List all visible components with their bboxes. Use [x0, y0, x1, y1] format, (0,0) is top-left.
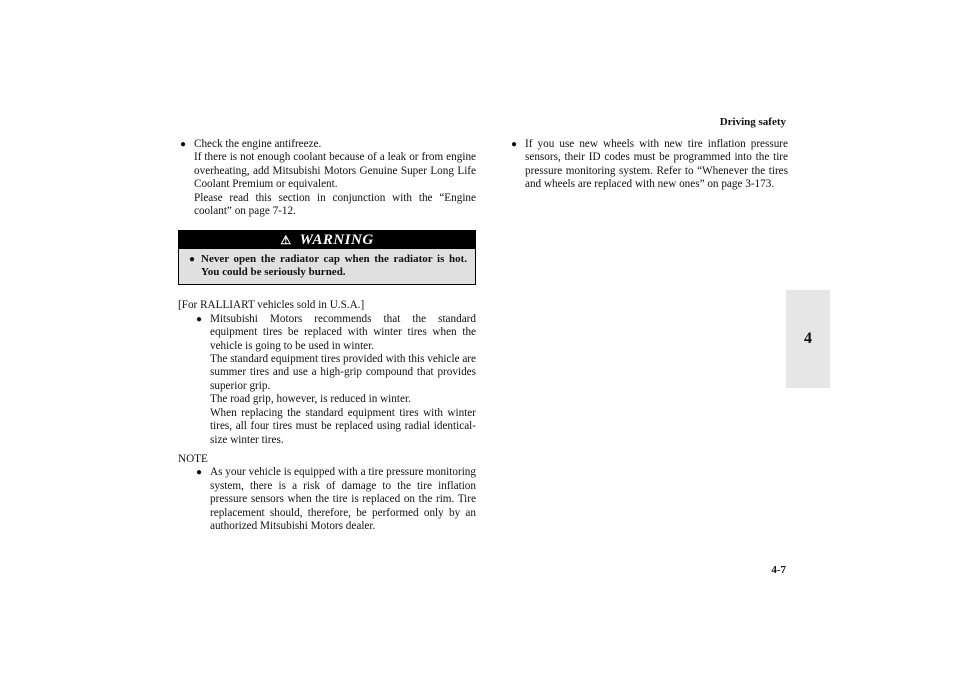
antifreeze-line-1: Check the engine antifreeze. [194, 138, 322, 150]
right-column [509, 138, 788, 192]
antifreeze-bullet-item [178, 138, 476, 218]
winter-tires-line-1: Mitsubishi Motors recommends that the standard equipment tires be replaced with winter tires when the vehicle is going to be used in winter. [210, 312, 476, 352]
warning-body [179, 249, 475, 284]
bullet-icon: ● [189, 254, 196, 266]
bullet-icon: ● [196, 467, 203, 479]
antifreeze-line-2: If there is not enough coolant because of a leak or from engine overheating, add Mitsubishi Motors Genuine Super Long Life Coolant Premium or equivalent. [194, 151, 476, 191]
winter-tires-line-4: When replacing the standard equipment tires with winter tires, all four tires must be replaced using radial identical-size winter tires. [210, 406, 476, 446]
note-text: As your vehicle is equipped with a tire pressure monitoring system, there is a risk of damage to the tire inflation pressure sensors when the tire is replaced on the rim. Tire replacement should, therefore, be performed only by an authorized Mitsubishi Motors dealer. [210, 466, 476, 532]
note-section [178, 466, 476, 533]
bullet-icon: ● [511, 139, 518, 150]
tire-sensor-text: If you use new wheels with new tire inflation pressure sensors, their ID codes must be programmed into the tire pressure monitoring system. Refer to “Whenever the tires and wheels are replaced with new ones” on page 3-173. [525, 138, 788, 191]
winter-tires-line-2: The standard equipment tires provided with this vehicle are summer tires and use a high-grip compound that provides superior grip. [210, 353, 476, 392]
warning-header [179, 231, 475, 249]
bullet-icon: ● [180, 139, 187, 150]
tire-sensor-bullet-item [509, 138, 788, 192]
warning-text: Never open the radiator cap when the radiator is hot. You could be seriously burned. [201, 253, 467, 279]
note-bullet-item [194, 466, 476, 533]
chapter-tab [786, 290, 830, 388]
warning-box [178, 230, 476, 285]
bullet-icon: ● [196, 313, 203, 325]
note-heading: NOTE [178, 452, 208, 465]
warning-title: WARNING [299, 231, 374, 248]
warning-bullet-item [187, 253, 467, 279]
page-header-title: Driving safety [719, 116, 786, 128]
ralliart-section [178, 313, 476, 447]
winter-tires-line-3: The road grip, however, is reduced in winter. [210, 393, 411, 406]
page-number: 4-7 [771, 564, 786, 576]
warning-triangle-icon: ⚠ [280, 232, 292, 247]
ralliart-heading: [For RALLIART vehicles sold in U.S.A.] [178, 299, 365, 312]
left-column [178, 138, 476, 533]
chapter-number: 4 [804, 330, 812, 347]
antifreeze-line-3: Please read this section in conjunction with the “Engine coolant” on page 7-12. [194, 191, 476, 218]
winter-tires-bullet-item [194, 313, 476, 447]
